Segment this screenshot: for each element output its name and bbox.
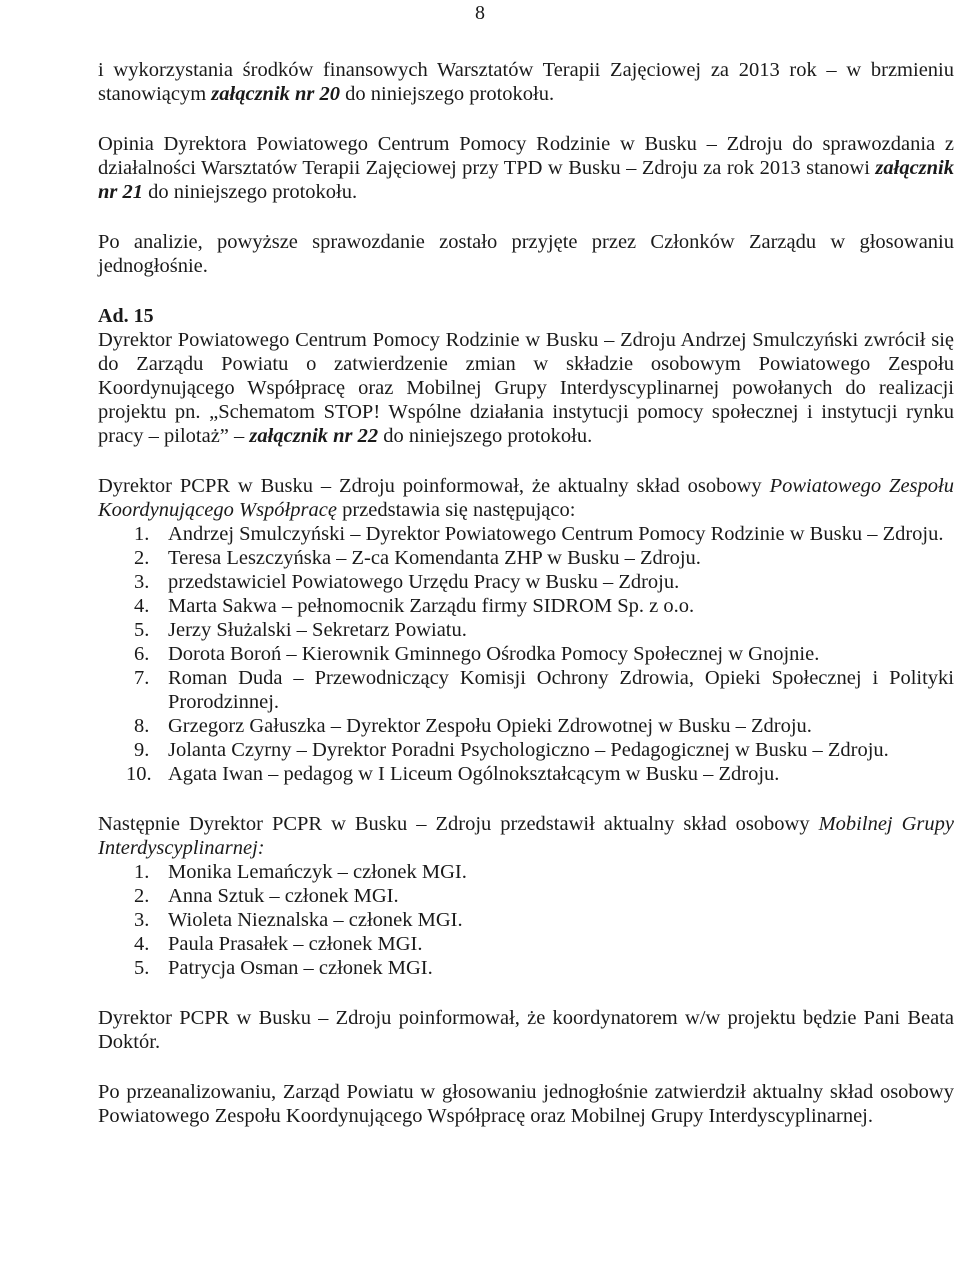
paragraph-p4 [98, 328, 954, 448]
page-content [98, 58, 954, 1128]
p5-italic-name: Powiatowego Zespołu Koordynującego Współpracę [98, 475, 954, 521]
paragraph-p2 [98, 132, 954, 204]
list-number: 6. [134, 643, 150, 665]
list-item [98, 570, 954, 594]
list-text: Patrycja Osman – członek MGI. [168, 957, 433, 979]
p4-tail: do niniejszego protokołu. [378, 425, 593, 447]
list-text: Marta Sakwa – pełnomocnik Zarządu firmy SIDROM Sp. z o.o. [168, 595, 695, 617]
list-text: Jolanta Czyrny – Dyrektor Poradni Psychologiczno – Pedagogicznej w Busku – Zdroju. [168, 739, 889, 761]
list-text: Paula Prasałek – członek MGI. [168, 933, 423, 955]
p6-text: Następnie Dyrektor PCPR w Busku – Zdroju przedstawił aktualny skład osobowy [98, 813, 819, 835]
list-text: Teresa Leszczyńska – Z-ca Komendanta ZHP w Busku – Zdroju. [168, 547, 701, 569]
paragraph-p5 [98, 474, 954, 522]
list-item [98, 714, 954, 738]
p6-italic-name: Mobilnej Grupy Interdyscyplinarnej: [98, 813, 954, 859]
list-number: 3. [134, 571, 150, 593]
p5-tail: przedstawia się następująco: [336, 499, 576, 521]
attachment-ref-22: załącznik nr 22 [249, 425, 379, 447]
section-heading-ad15: Ad. 15 [98, 305, 154, 327]
list-number: 2. [134, 885, 150, 907]
list-text: przedstawiciel Powiatowego Urzędu Pracy w Busku – Zdroju. [168, 571, 680, 593]
list-number: 10. [126, 763, 152, 785]
p1-text: i wykorzystania środków finansowych Warsztatów Terapii Zajęciowej za 2013 rok – w brzmieniu stanowiącym [98, 59, 954, 105]
p5-text: Dyrektor PCPR w Busku – Zdroju poinformował, że aktualny skład osobowy [98, 475, 770, 497]
list-item [98, 522, 954, 546]
list-text: Dorota Boroń – Kierownik Gminnego Ośrodka Pomocy Społecznej w Gnojnie. [168, 643, 820, 665]
paragraph-p3: Po analizie, powyższe sprawozdanie zostało przyjęte przez Członków Zarządu w głosowaniu jednogłośnie. [98, 231, 954, 277]
attachment-ref-20: załącznik nr 20 [211, 83, 341, 105]
p4-text: Dyrektor Powiatowego Centrum Pomocy Rodzinie w Busku – Zdroju Andrzej Smulczyński zwrócił się do Zarządu Powiatu o zatwierdzenie zmian w składzie osobowym Powiatowego Zespołu Koordynującego Współpracę oraz Mobilnej Grupy Interdyscyplinarnej powołanych do realizacji projektu pn. „Schematom STOP! Wspólne działania instytucji pomocy społecznej i instytucji rynku pracy – pilotaż” – [98, 329, 954, 447]
p1-tail: do niniejszego protokołu. [340, 83, 555, 105]
list-item [98, 884, 954, 908]
list-item [98, 546, 954, 570]
list-number: 9. [134, 739, 150, 761]
paragraph-p1 [98, 58, 954, 106]
paragraph-p7: Dyrektor PCPR w Busku – Zdroju poinformował, że koordynatorem w/w projektu będzie Pani Beata Doktór. [98, 1007, 954, 1053]
page-number: 8 [475, 2, 485, 24]
list-item [98, 956, 954, 980]
list-text: Andrzej Smulczyński – Dyrektor Powiatowego Centrum Pomocy Rodzinie w Busku – Zdroju. [168, 523, 944, 545]
p2-tail: do niniejszego protokołu. [143, 181, 358, 203]
list-text: Agata Iwan – pedagog w I Liceum Ogólnokształcącym w Busku – Zdroju. [168, 763, 780, 785]
attachment-ref-21: załącznik nr 21 [98, 157, 954, 203]
list-text: Wioleta Nieznalska – członek MGI. [168, 909, 463, 931]
list-item [98, 618, 954, 642]
list-item [98, 738, 954, 762]
list-number: 4. [134, 933, 150, 955]
paragraph-p8: Po przeanalizowaniu, Zarząd Powiatu w głosowaniu jednogłośnie zatwierdził aktualny skład osobowy Powiatowego Zespołu Koordynującego Współpracę oraz Mobilnej Grupy Interdyscyplinarnej. [98, 1081, 954, 1127]
list-number: 2. [134, 547, 150, 569]
list-number: 1. [134, 523, 150, 545]
list-text: Grzegorz Gałuszka – Dyrektor Zespołu Opieki Zdrowotnej w Busku – Zdroju. [168, 715, 812, 737]
mgi-member-list [98, 860, 954, 980]
list-text: Monika Lemańczyk – członek MGI. [168, 861, 467, 883]
list-item [98, 762, 954, 786]
list-number: 3. [134, 909, 150, 931]
list-text: Roman Duda – Przewodniczący Komisji Ochrony Zdrowia, Opieki Społecznej i Polityki Prorodzinnej. [168, 667, 954, 713]
list-item [98, 860, 954, 884]
list-item [98, 908, 954, 932]
list-text: Anna Sztuk – członek MGI. [168, 885, 399, 907]
list-number: 5. [134, 619, 150, 641]
p2-text: Opinia Dyrektora Powiatowego Centrum Pomocy Rodzinie w Busku – Zdroju do sprawozdania z działalności Warsztatów Terapii Zajęciowej przy TPD w Busku – Zdroju za rok 2013 stanowi [98, 133, 954, 179]
list-number: 4. [134, 595, 150, 617]
list-item [98, 642, 954, 666]
list-number: 1. [134, 861, 150, 883]
list-number: 8. [134, 715, 150, 737]
list-item [98, 666, 954, 714]
zespol-member-list [98, 522, 954, 786]
list-item [98, 594, 954, 618]
list-item [98, 932, 954, 956]
list-number: 5. [134, 957, 150, 979]
list-text: Jerzy Służalski – Sekretarz Powiatu. [168, 619, 467, 641]
paragraph-p6 [98, 812, 954, 860]
list-number: 7. [134, 667, 150, 689]
